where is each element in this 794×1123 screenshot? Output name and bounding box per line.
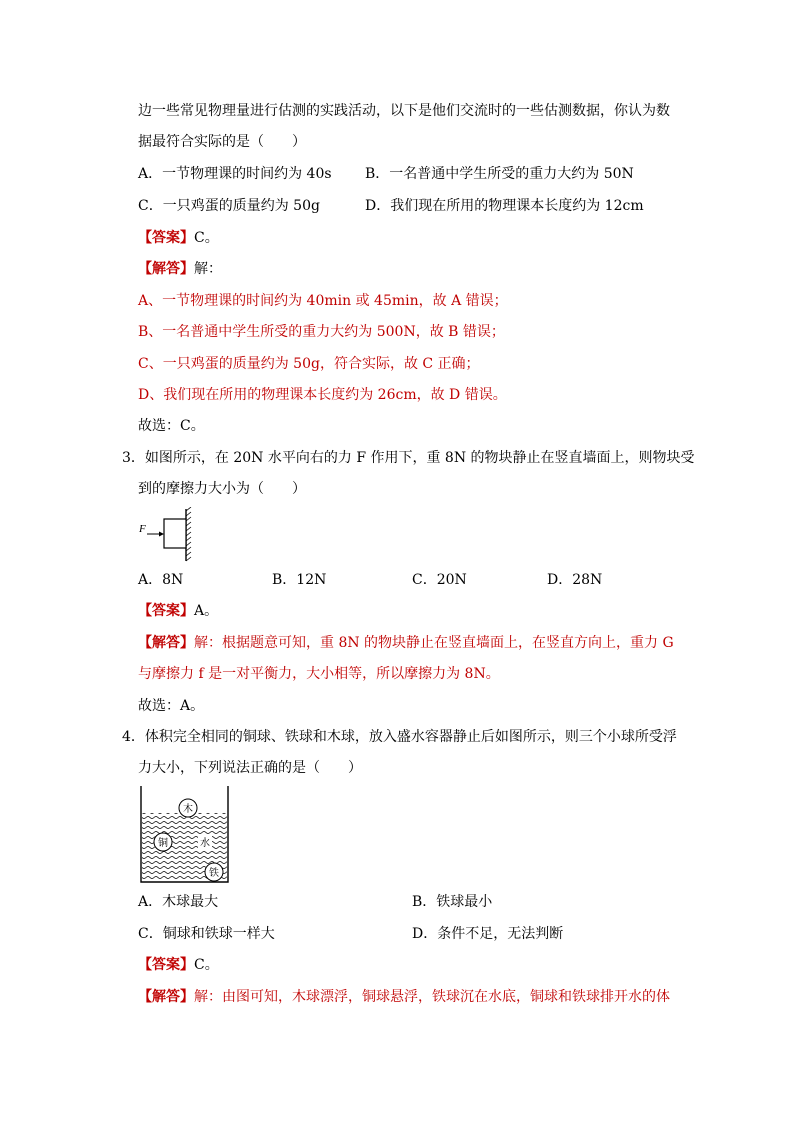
q2-option-d: D．我们现在所用的物理课本长度约为 12cm (365, 198, 644, 214)
solution-text: 解：由图可知，木球漂浮，铜球悬浮，铁球沉在水底，铜球和铁球排开水的体 (194, 989, 670, 1005)
q3-stem-line1: 3．如图所示，在 20N 水平向右的力 F 作用下，重 8N 的物块静止在竖直墙面上，则物块受 (122, 450, 695, 466)
q3-choose: 故选：A。 (138, 698, 205, 714)
q3-solution-line2: 与摩擦力 f 是一对平衡力，大小相等，所以摩擦力为 8N。 (138, 666, 500, 682)
answer-value: C。 (194, 230, 219, 246)
answer-tag: 【答案】 (138, 603, 194, 619)
q3-option-c: C．20N (412, 572, 467, 588)
q2-solution-header (138, 259, 222, 279)
solution-text: 解：根据题意可知，重 8N 的物块静止在竖直墙面上，在竖直方向上，重力 G (194, 635, 674, 651)
answer-value: A。 (194, 603, 219, 619)
q2-solution-b: B、一名普通中学生所受的重力大约为 500N，故 B 错误； (138, 324, 505, 340)
q3-option-a: A．8N (138, 572, 184, 588)
answer-tag: 【答案】 (138, 957, 194, 973)
solution-tag: 【解答】 (138, 635, 194, 651)
q4-stem-line1: 4．体积完全相同的铜球、铁球和木球，放入盛水容器静止后如图所示，则三个小球所受浮 (122, 729, 677, 745)
block (164, 519, 186, 548)
force-arrow-head (159, 532, 164, 537)
answer-tag: 【答案】 (138, 230, 194, 246)
q2-solution-c: C、一只鸡蛋的质量约为 50g，符合实际，故 C 正确； (138, 356, 480, 372)
q4-option-a: A．木球最大 (138, 894, 219, 910)
q3-option-b: B．12N (272, 572, 327, 588)
q4-option-b: B．铁球最小 (412, 894, 493, 910)
solution-tag: 【解答】 (138, 989, 194, 1005)
q2-option-c: C．一只鸡蛋的质量约为 50g (138, 198, 320, 214)
q3-figure-block-on-wall (135, 507, 197, 563)
q3-option-d: D．28N (547, 572, 603, 588)
q2-option-b: B．一名普通中学生所受的重力大约为 50N (365, 166, 634, 182)
wood-label: 木 (183, 804, 193, 815)
q3-answer (138, 601, 218, 621)
q4-option-d: D．条件不足，无法判断 (412, 926, 564, 942)
solution-lead: 解： (194, 261, 222, 277)
q4-figure-container (138, 785, 232, 885)
q4-answer (138, 955, 219, 975)
q4-stem-line2: 力大小，下列说法正确的是（ ） (138, 760, 362, 776)
solution-tag: 【解答】 (138, 261, 194, 277)
q3-solution-line1 (138, 633, 674, 653)
q2-stem-line2: 据最符合实际的是（ ） (138, 134, 306, 150)
copper-label: 铜 (158, 838, 168, 849)
q4-solution-line1 (138, 987, 670, 1007)
iron-label: 铁 (209, 868, 219, 879)
q4-option-c: C．铜球和铁球一样大 (138, 926, 275, 942)
q2-solution-a: A、一节物理课的时间约为 40min 或 45min，故 A 错误； (138, 293, 508, 309)
q3-stem-line2: 到的摩擦力大小为（ ） (138, 481, 306, 497)
water-label: 水 (200, 838, 210, 849)
q2-choose: 故选：C。 (138, 418, 205, 434)
q2-answer (138, 228, 219, 248)
q2-stem-line1: 边一些常见物理量进行估测的实践活动，以下是他们交流时的一些估测数据，你认为数 (138, 103, 670, 119)
q2-option-a: A．一节物理课的时间约为 40s (138, 166, 332, 182)
answer-value: C。 (194, 957, 219, 973)
q2-solution-d: D、我们现在所用的物理课本长度约为 26cm，故 D 错误。 (138, 387, 507, 403)
force-label: F (139, 523, 146, 535)
wall-hatching (186, 507, 191, 561)
